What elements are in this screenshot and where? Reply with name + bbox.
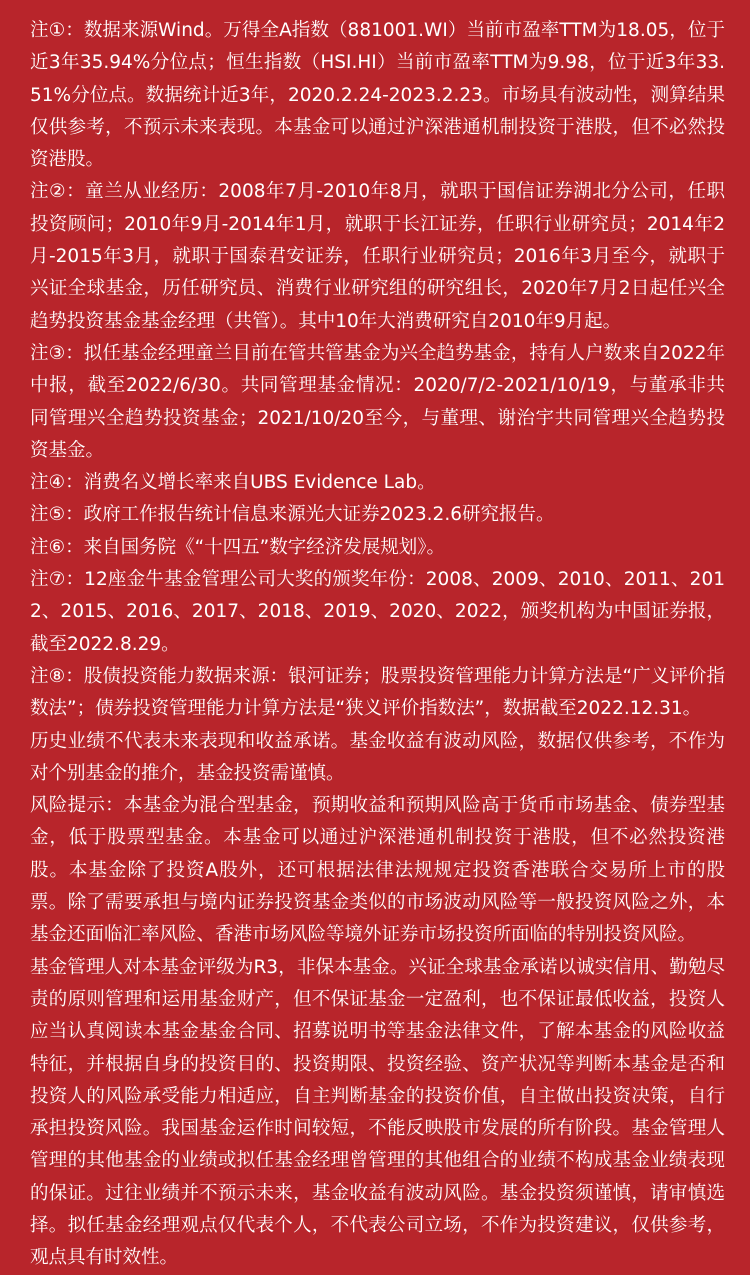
note-7-golden-bull-awards: 注⑦：12座金牛基金管理公司大奖的颁奖年份：2008、2009、2010、2011、2012、2015、2016、2017、2018、2019、2020、2022，颁奖机构为中国证券报，截至2022.8.29。 (30, 569, 725, 655)
past-performance-disclaimer: 历史业绩不代表未来表现和收益承诺。基金收益有波动风险，数据仅供参考，不作为对个别基金的推介，基金投资需谨慎。 (30, 730, 725, 784)
fund-rating-disclaimer: 基金管理人对本基金评级为R3，非保本基金。兴证全球基金承诺以诚实信用、勤勉尽责的原则管理和运用基金财产，但不保证基金一定盈利，也不保证最低收益，投资人应当认真阅读本基金基金合同、招募说明书等基金法律文件，了解本基金的风险收益特征，并根据自身的投资目的、投资期限、投资经验、资产状况等判断本基金是否和投资人的风险承受能力相适应，自主判断基金的投资价值，自主做出投资决策，自行承担投资风险。我国基金运作时间较短，不能反映股市发展的所有阶段。基金管理人管理的其他基金的业绩或拟任基金经理曾管理的其他组合的业绩不构成基金业绩表现的保证。过往业绩并不预示未来，基金收益有波动风险。基金投资须谨慎，请审慎选择。拟任基金经理观点仅代表个人，不代表公司立场，不作为投资建议，仅供参考，观点具有时效性。 (30, 956, 725, 1269)
note-3-managed-funds: 注③：拟任基金经理童兰目前在管共管基金为兴全趋势基金，持有人户数来自2022年中报，截至2022/6/30。共同管理基金情况：2020/7/2-2021/10/19，与董承非共同管理兴全趋势投资基金；2021/10/20至今，与董理、谢治宇共同管理兴全趋势投资基金。 (30, 342, 725, 461)
note-5-gov-report: 注⑤：政府工作报告统计信息来源光大证券2023.2.6研究报告。 (30, 504, 555, 526)
note-2-manager-experience: 注②：童兰从业经历：2008年7月-2010年8月，就职于国信证券湖北分公司，任职投资顾问；2010年9月-2014年1月，就职于长江证券，任职行业研究员；2014年2月-2015年3月，就职于国泰君安证券，任职行业研究员；2016年3月至今，就职于兴证全球基金，历任研究员、消费行业研究组的研究组长，2020年7月2日起任兴全趋势投资基金基金经理（共管）。其中10年大消费研究自2010年9月起。 (30, 181, 725, 332)
risk-warning: 风险提示：本基金为混合型基金，预期收益和预期风险高于货币市场基金、债券型基金，低于股票型基金。本基金可以通过沪深港通机制投资于港股，但不必然投资港股。本基金除了投资A股外，还可根据法律法规规定投资香港联合交易所上市的股票。除了需要承担与境内证券投资基金类似的市场波动风险等一般投资风险之外，本基金还面临汇率风险、香港市场风险等境外证券市场投资所面临的特别投资风险。 (30, 795, 725, 946)
note-1-data-source: 注①：数据来源Wind。万得全A指数（881001.WI）当前市盈率TTM为18.05，位于近3年35.94%分位点；恒生指数（HSI.HI）当前市盈率TTM为9.98，位于近3年33.51%分位点。数据统计近3年，2020.2.24-2023.2.23。市场具有波动性，测算结果仅供参考，不预示未来表现。本基金可以通过沪深港通机制投资于港股，但不必然投资港股。 (30, 20, 725, 171)
note-4-consumption-growth: 注④：消费名义增长率来自UBS Evidence Lab。 (30, 472, 436, 494)
note-8-investment-ability: 注⑧：股债投资能力数据来源：银河证券；股票投资管理能力计算方法是“广义评价指数法”；债券投资管理能力计算方法是“狭义评价指数法”，数据截至2022.12.31。 (30, 665, 725, 720)
note-6-state-council: 注⑥：来自国务院《“十四五”数字经济发展规划》。 (30, 536, 446, 558)
